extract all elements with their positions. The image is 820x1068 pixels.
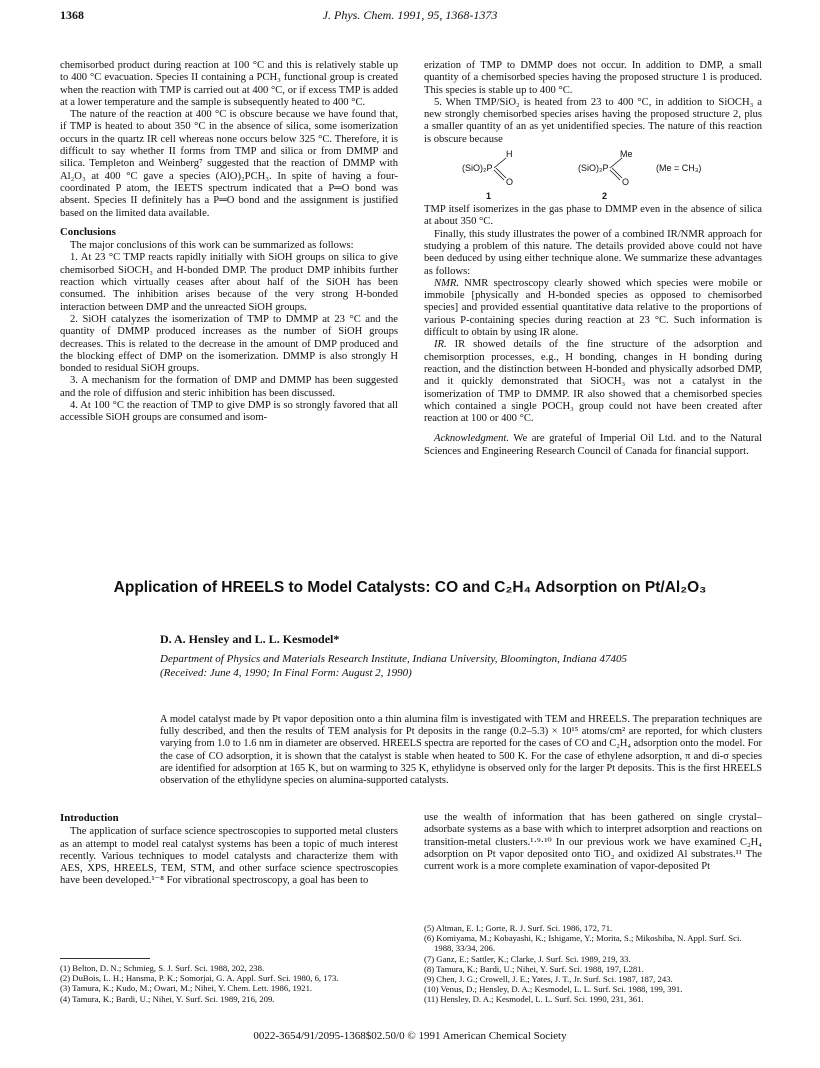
footnote: (5) Altman, E. I.; Gorte, R. J. Surf. Sci. 1986, 172, 71. xyxy=(424,923,613,933)
page-number: 1368 xyxy=(60,8,84,22)
struct2-oxygen: O xyxy=(622,177,630,188)
abstract: A model catalyst made by Pt vapor deposition onto a thin alumina film is investigated with TEM and HREELS. The preparation techniques are fully described, and then the results of TEM analysis for Pt deposits in the range (0.2–5.3) × 10¹⁵ atoms/cm² are reported, for which clusters varying from 1.0 to 1.6 nm in diameter are observed. HREELS spectra are reported for the cases of CO and C₂H₄ adsorption onto the model. For the case of CO adsorption, it is shown that the catalyst is stable when heated to 500 K. For the case of ethylene adsorption, π and di-σ species are identified for adsorption at 165 K, but on warming to 325 K, ethylidyne is observed only for the larger Pt deposits. This is the first HREELS observation of the ethylidyne species on alumina-supported catalysts. xyxy=(160,714,762,787)
ir-text: IR showed details of the fine structure of the adsorption and chemisorption processes, e.g., H bonding, changes in H bonding during reaction, and the distinction between H-bonded and physically adsorbed DMP, and it quickly demonstrated that SiOCH₃ was not a catalyst in the isomerization of TMP to DMMP. IR also showed that a chemisorbed species which contained a single POCH₃ group could not have been created after reaction at 100 or 400 °C. xyxy=(424,339,762,425)
struct1-formula: (SiO)₂P xyxy=(462,163,493,174)
section-heading-introduction: Introduction xyxy=(60,812,119,824)
footnote: (10) Venus, D.; Hensley, D. A.; Kesmodel, L. L. Surf. Sci. 1988, 199, 391. xyxy=(424,984,683,995)
footnote: (9) Chen, J. G.; Crowell, J. E.; Yates, J. T., Jr. Surf. Sci. 1987, 187, 243. xyxy=(424,974,673,985)
nmr-text: NMR spectroscopy clearly showed which species were mobile or immobile [physically and H-bonded species as opposed to chemisorbed species] and provided essential quantitative data relative to the proportions of various P-containing species during reaction at 23 °C. Such information is difficult to obtain by using IR alone. xyxy=(424,277,762,339)
footnote: (8) Tamura, K.; Bardi, U.; Nihei, Y. Surf. Sci. 1988, 197, L281. xyxy=(424,963,644,974)
nmr-label: NMR. xyxy=(434,277,460,289)
paragraph: TMP itself isomerizes in the gas phase to DMMP even in the absence of silica at about 350 °C. xyxy=(424,204,762,228)
footnote: (6) Komiyama, M.; Kobayashi, K.; Ishigame, Y.; Morita, S.; Mikoshiba, N. Appl. Surf. Sci. 1988, 33/34, 206. xyxy=(424,933,742,954)
paragraph: The major conclusions of this work can be summarized as follows: xyxy=(70,240,354,252)
journal-header: J. Phys. Chem. 1991, 95, 1368-1373 xyxy=(322,8,498,22)
received-dates: (Received: June 4, 1990; In Final Form: August 2, 1990) xyxy=(160,667,412,679)
copyright-footer: 0022-3654/91/2095-1368$02.50/0 © 1991 American Chemical Society xyxy=(253,1030,567,1042)
conclusion-item: 1. At 23 °C TMP reacts rapidly initially with SiOH groups on silica to give chemisorbed SiOCH₃ and H-bonded DMP. The product DMP inhibits further reaction which virtually ceases after about half of the SiOH has been consumed. The inhibition arises because of the very strong H-bonded interaction between DMP and the unreacted SiOH groups. xyxy=(60,252,398,313)
right-column xyxy=(424,60,762,458)
paragraph: Finally, this study illustrates the power of a combined IR/NMR approach for studying a problem of this nature. The details provided above could not have been deduced by using either technique alone. We summarize these advantages as follows: xyxy=(424,228,762,277)
paragraph: erization of TMP to DMMP does not occur. In addition to DMP, a small quantity of a chemisorbed species having the proposed structure 1 is produced. This species is stable up to 400 °C. xyxy=(424,60,762,96)
affiliation xyxy=(160,652,760,680)
article-title: Application of HREELS to Model Catalysts: CO and C₂H₄ Adsorption on Pt/Al₂O₃ xyxy=(113,579,707,596)
footnote: (1) Belton, D. N.; Schmieg, S. J. Surf. Sci. 1988, 202, 238. xyxy=(60,963,265,973)
struct2-substituent: Me xyxy=(620,149,633,160)
ir-label: IR. xyxy=(434,339,447,351)
intro-right-column xyxy=(424,812,762,873)
paragraph-ir xyxy=(424,339,762,425)
footnotes-right xyxy=(424,923,762,1005)
paragraph: chemisorbed product during reaction at 100 °C and this is relatively stable up to 400 °C evacuation. Species II containing a PCH₃ functional group is created when the reaction with TMP is carried out at 400 °C, or if excess TMP is added at a lower temperature and the sample is subsequently heated to 400 °C. xyxy=(60,60,398,108)
struct2-formula: (SiO)₂P xyxy=(578,163,609,174)
conclusion-item: 3. A mechanism for the formation of DMP and DMMP has been suggested and the role of diffusion and steric inhibition has been discussed. xyxy=(60,375,398,399)
paragraph: use the wealth of information that has been gathered on single crystal–adsorbate systems as a base with which to interpret adsorption and reactions on transition-metal clusters.¹·⁹·¹⁰ In our previous work we have examined C₂H₄ adsorption on Pt vapor deposited onto TiO₂ and oxidized Al substrates.¹¹ The current work is a more complete examination of vapor-deposited Pt xyxy=(424,812,762,873)
footnote: (7) Ganz, E.; Sattler, K.; Clarke, J. Surf. Sci. 1989, 219, 33. xyxy=(424,953,631,964)
conclusion-item: 2. SiOH catalyzes the isomerization of TMP to DMMP at 23 °C and the quantity of DMMP produced increases as the number of SiOH groups decreases. This is related to the decrease in the amount of DMP produced and the blocking effect of DMP on the isomerization. DMMP is also strongly H bonded to residual SiOH groups. xyxy=(60,313,398,375)
footnote: (4) Tamura, K.; Bardi, U.; Nihei, Y. Surf. Sci. 1989, 216, 209. xyxy=(60,993,275,1004)
paragraph-nmr xyxy=(424,278,762,339)
paragraph: The nature of the reaction at 400 °C is obscure because we have found that, if TMP is heated to about 350 °C in the absence of silica, some isomerization occurs in the quartz IR cell whereas none occurs below 325 °C. Therefore, it is difficult to say whether II forms from TMP and silica or from DMMP and silica. Templeton and Weinberg⁷ suggested that the reaction of DMMP with Al₂O₃ at 400 °C gave a species (AlO)₂PCH₃. In spite of having a four-coordinated P atom, the IEETS spectrum indicated that a P═O bond was absent. Species II definitely has a P═O bond and the assignment is justified based on the limited data available. xyxy=(60,109,398,219)
conclusion-item: 4. At 100 °C the reaction of TMP to give DMP is so strongly favored that all accessible SiOH groups are consumed and isom- xyxy=(60,400,398,424)
article-authors: D. A. Hensley and L. L. Kesmodel* xyxy=(160,632,340,646)
intro-left-column xyxy=(60,812,398,888)
footnotes-left xyxy=(60,963,398,1004)
struct1-number: 1 xyxy=(486,191,492,202)
affiliation-text: Department of Physics and Materials Research Institute, Indiana University, Bloomington, Indiana 47405 xyxy=(160,653,628,665)
section-heading-conclusions: Conclusions xyxy=(60,225,116,238)
structure-bonds xyxy=(424,146,762,204)
acknowledgment xyxy=(424,433,762,458)
ack-label: Acknowledgment. xyxy=(434,433,510,445)
struct1-oxygen: O xyxy=(506,177,514,188)
struct1-substituent: H xyxy=(506,149,513,160)
paragraph: 5. When TMP/SiO₂ is heated from 23 to 400 °C, in addition to SiOCH₃ a new strongly chemisorbed species arises having the proposed structure 2, plus a smaller quantity of an as yet unidentified species. The nature of this reaction is obscure because xyxy=(424,96,762,145)
struct2-number: 2 xyxy=(602,191,608,202)
left-column xyxy=(60,60,398,425)
footnote: (2) DuBois, L. H.; Hansma, P. K.; Somorjai, G. A. Appl. Surf. Sci. 1980, 6, 173. xyxy=(60,973,339,984)
footnote-rule-left xyxy=(60,958,150,959)
footnote: (3) Tamura, K.; Kudo, M.; Owari, M.; Nihei, Y. Chem. Lett. 1986, 1921. xyxy=(60,983,313,994)
ack-text: We are grateful of Imperial Oil Ltd. and to the Natural Sciences and Engineering Research Council of Canada for financial support. xyxy=(424,433,762,457)
footnote: (11) Hensley, D. A.; Kesmodel, L. L. Surf. Sci. 1990, 231, 361. xyxy=(424,994,644,1005)
chemical-structures xyxy=(424,146,762,204)
struct-note: (Me = CH₃) xyxy=(656,163,702,174)
paragraph: The application of surface science spectroscopies to supported metal clusters as an attempt to model real catalyst systems has been a topic of much interest recently. Various techniques to model catalysts and characterize them with AES, XPS, HREELS, TEM, STM, and other surface science spectroscopies have been developed.¹⁻⁸ For vibrational spectroscopy, a goal has been to xyxy=(60,826,398,887)
